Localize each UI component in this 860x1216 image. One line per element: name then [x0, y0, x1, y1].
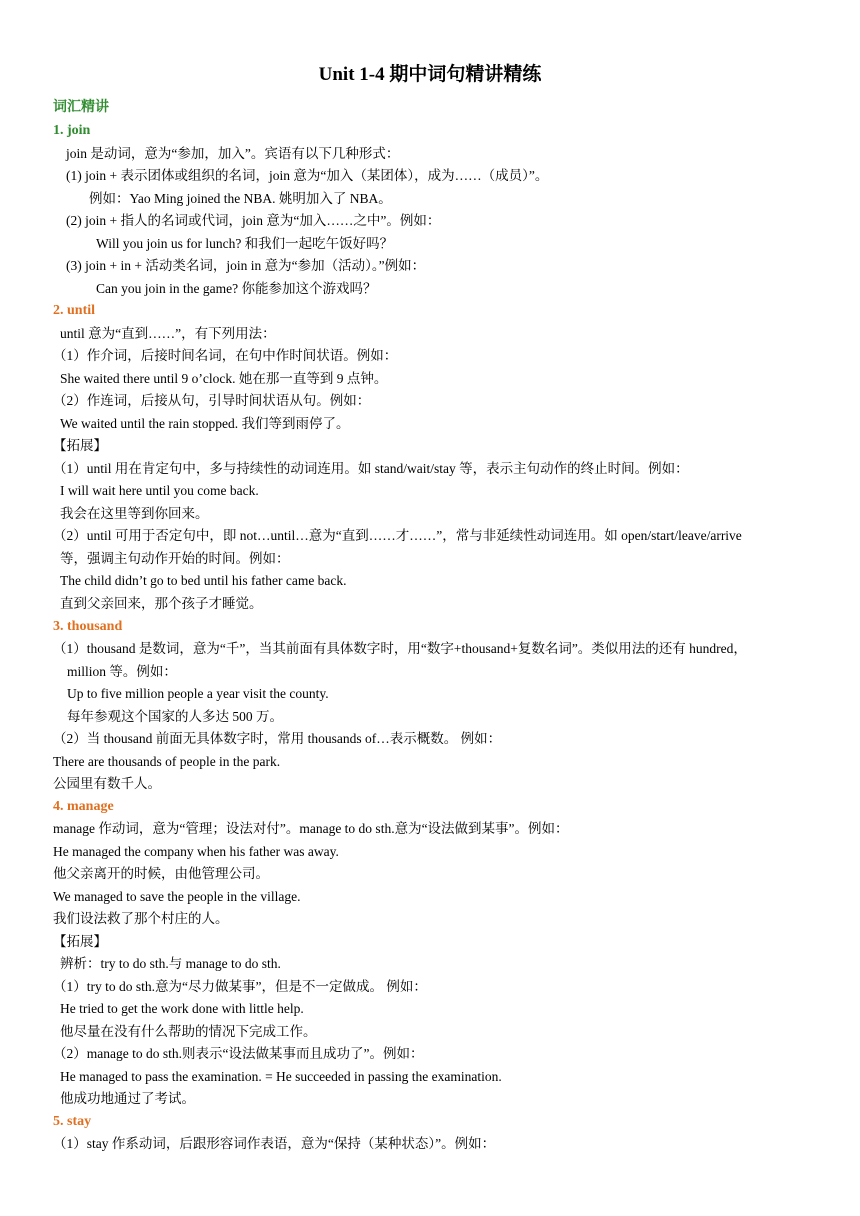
text-line: （2）当 thousand 前面无具体数字时，常用 thousands of…表示概数。 例如： [53, 731, 502, 746]
text-line: million 等。例如： [67, 664, 177, 679]
text-line: （2）作连词，后接从句，引导时间状语从句。例如： [53, 393, 371, 408]
item-heading-stay: 5. stay [53, 1114, 92, 1129]
example-line: I will wait here until you come back. [60, 483, 259, 498]
text-line: （1）stay 作系动词，后跟形容词作表语，意为“保持（某种状态）”。例如： [53, 1136, 496, 1151]
text-line: （1）thousand 是数词，意为“千”，当其前面有具体数字时，用“数字+thousand+复数名词”。类似用法的还有 hundred， [53, 641, 747, 656]
text-line: (1) join + 表示团体或组织的名词，join 意为“加入（某团体），成为……（成员）”。 [66, 168, 549, 183]
example-line: 他尽量在没有什么帮助的情况下完成工作。 [60, 1024, 317, 1039]
text-line: （2）until 可用于否定句中，即 not…until…意为“直到……才……”，常与非延续性动词连用。如 open/start/leave/arrive [53, 528, 742, 543]
example-line: There are thousands of people in the park. [53, 754, 281, 769]
example-line: 我会在这里等到你回来。 [60, 506, 209, 521]
item-heading-until: 2. until [53, 303, 96, 318]
example-line: Can you join in the game? 你能参加这个游戏吗？ [96, 281, 377, 296]
example-line: He managed to pass the examination. = He succeeded in passing the examination. [60, 1069, 502, 1084]
text-line: 辨析：try to do sth.与 manage to do sth. [60, 956, 281, 971]
example-line: 我们设法救了那个村庄的人。 [53, 911, 229, 926]
example-line: The child didn’t go to bed until his father came back. [60, 573, 347, 588]
item-heading-join: 1. join [53, 123, 91, 138]
item-heading-thousand: 3. thousand [53, 619, 123, 634]
text-line: （1）until 用在肯定句中，多与持续性的动词连用。如 stand/wait/stay 等，表示主句动作的终止时间。例如： [53, 461, 689, 476]
text-line: 等，强调主句动作开始的时间。例如： [60, 551, 290, 566]
text-line: until 意为“直到……”，有下列用法： [60, 326, 276, 341]
section-heading: 词汇精讲 [53, 100, 109, 115]
item-heading-manage: 4. manage [53, 799, 114, 814]
example-line: 直到父亲回来，那个孩子才睡觉。 [60, 596, 263, 611]
text-line: join 是动词，意为“参加，加入”。宾语有以下几种形式： [66, 146, 400, 161]
example-line: Up to five million people a year visit the county. [67, 686, 329, 701]
text-line: (3) join + in + 活动类名词，join in 意为“参加（活动）。”例如： [66, 258, 426, 273]
text-line: （2）manage to do sth.则表示“设法做某事而且成功了”。例如： [53, 1046, 424, 1061]
example-line: 他成功地通过了考试。 [60, 1091, 195, 1106]
text-line: manage 作动词，意为“管理；设法对付”。manage to do sth.意为“设法做到某事”。例如： [53, 821, 569, 836]
example-line: 例如：Yao Ming joined the NBA. 姚明加入了 NBA。 [89, 191, 392, 206]
example-line: 每年参观这个国家的人多达 500 万。 [67, 709, 283, 724]
text-line: (2) join + 指人的名词或代词，join 意为“加入……之中”。例如： [66, 213, 441, 228]
text-line: （1）try to do sth.意为“尽力做某事”，但是不一定做成。 例如： [53, 979, 427, 994]
example-line: She waited there until 9 o’clock. 她在那一直等到 9 点钟。 [60, 371, 388, 386]
expansion-label: 【拓展】 [53, 934, 107, 949]
example-line: He managed the company when his father was away. [53, 844, 339, 859]
example-line: 公园里有数千人。 [53, 776, 161, 791]
page-title: Unit 1-4 期中词句精讲精练 [318, 64, 542, 85]
example-line: He tried to get the work done with little help. [60, 1001, 304, 1016]
example-line: We waited until the rain stopped. 我们等到雨停了。 [60, 416, 350, 431]
example-line: We managed to save the people in the village. [53, 889, 301, 904]
expansion-label: 【拓展】 [53, 438, 107, 453]
example-line: Will you join us for lunch? 和我们一起吃午饭好吗？ [96, 236, 394, 251]
example-line: 他父亲离开的时候，由他管理公司。 [53, 866, 269, 881]
text-line: （1）作介词，后接时间名词，在句中作时间状语。例如： [53, 348, 398, 363]
